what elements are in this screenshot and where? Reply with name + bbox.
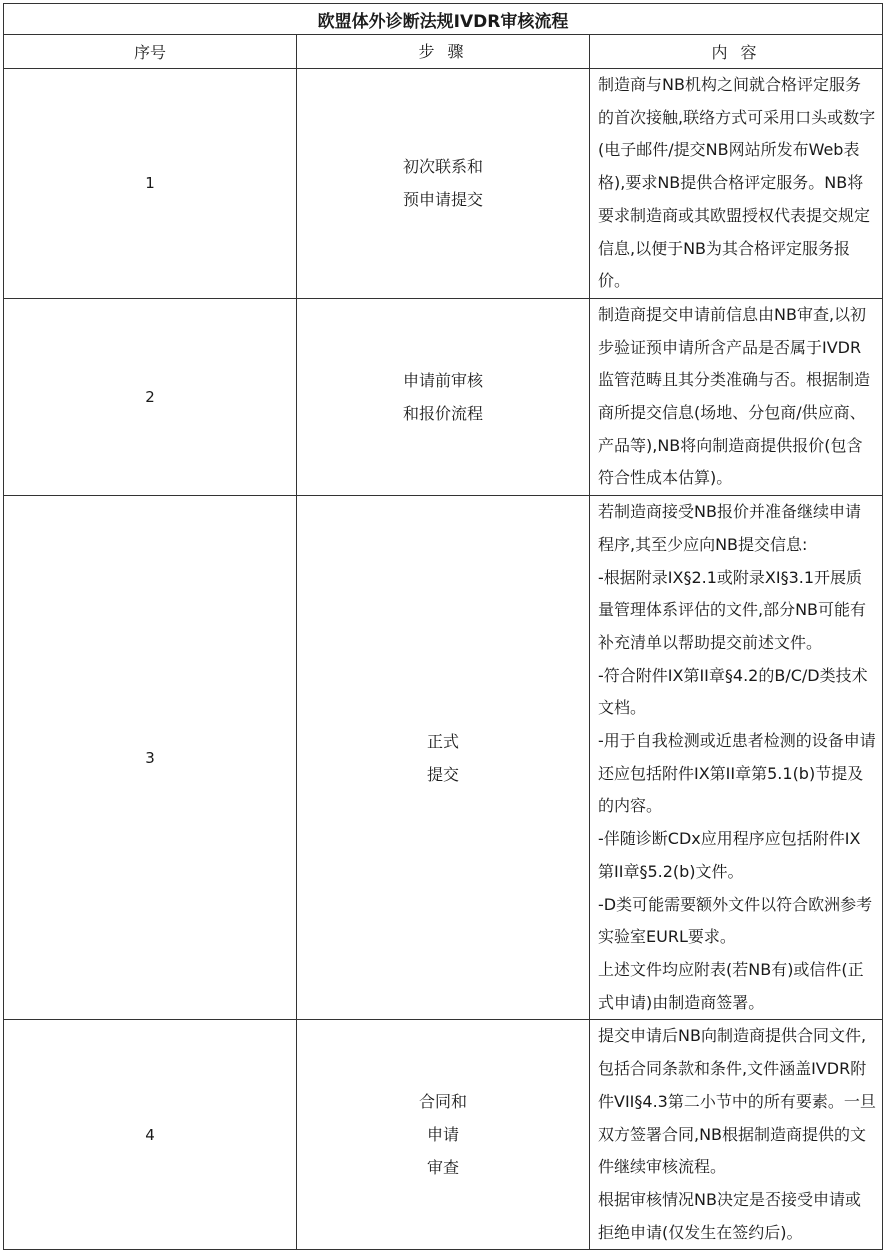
row-no: 3 [4,496,297,1020]
row-content [590,298,883,495]
table-row [4,1020,883,1250]
row-no: 4 [4,1020,297,1250]
table-row [4,496,883,1020]
header-row [4,35,883,69]
header-no: 序号 [4,35,297,69]
ivdr-process-table [3,3,883,1250]
content-paragraph: 上述文件均应附表(若NB有)或信件(正式申请)由制造商签署。 [598,959,864,1012]
row-step [297,69,590,299]
row-content [590,69,883,299]
step-line: 初次联系和 [402,157,483,177]
row-step [297,496,590,1020]
row-content [590,496,883,1020]
row-step [297,1020,590,1250]
step-line: 和报价流程 [402,404,483,424]
table-row [4,298,883,495]
content-paragraph: -根据附录IX§2.1或附录XI§3.1开展质量管理体系评估的文件,部分NB可能有补充清单以帮助提交前述文件。 [598,567,867,652]
header-content: 内 容 [590,35,883,69]
step-line: 合同和 [418,1092,467,1112]
content-paragraph: 若制造商接受NB报价并准备继续申请程序,其至少应向NB提交信息: [598,502,861,554]
step-line: 预申请提交 [402,190,483,210]
table-title: 欧盟体外诊断法规IVDR审核流程 [4,4,883,35]
step-line: 提交 [426,764,459,784]
content-paragraph: -用于自我检测或近患者检测的设备申请还应包括附件IX第II章第5.1(b)节提及的内容。 [598,731,876,816]
content-paragraph: 提交申请后NB向制造商提供合同文件,包括合同条款和条件,文件涵盖IVDR附件VII§4.3第二小节中的所有要素。一旦双方签署合同,NB根据制造商提供的文件继续审核流程。 [598,1026,876,1177]
row-step [297,298,590,495]
step-line: 申请 [426,1125,459,1145]
step-line: 审查 [426,1158,459,1178]
table-row [4,69,883,299]
content-paragraph: -伴随诊断CDx应用程序应包括附件IX第II章§5.2(b)文件。 [598,829,861,881]
content-paragraph: 根据审核情况NB决定是否接受申请或拒绝申请(仅发生在签约后)。 [598,1189,861,1242]
row-content [590,1020,883,1250]
step-line: 申请前审核 [402,371,483,391]
content-paragraph: -D类可能需要额外文件以符合欧洲参考实验室EURL要求。 [598,894,873,947]
step-line: 正式 [426,731,459,751]
content-paragraph: 制造商与NB机构之间就合格评定服务的首次接触,联络方式可采用口头或数字(电子邮件/提交NB网站所发布Web表格),要求NB提供合格评定服务。NB将要求制造商或其欧盟授权代表提交规定信息,以便于NB为其合格评定服务报价。 [598,75,876,291]
header-step: 步 骤 [297,35,590,69]
content-paragraph: -符合附件IX第II章§4.2的B/C/D类技术文档。 [598,665,868,718]
row-no: 2 [4,298,297,495]
content-paragraph: 制造商提交申请前信息由NB审查,以初步验证预申请所含产品是否属于IVDR监管范畴且其分类准确与否。根据制造商所提交信息(场地、分包商/供应商、产品等),NB将向制造商提供报价(包含符合性成本估算)。 [598,304,871,488]
row-no: 1 [4,69,297,299]
